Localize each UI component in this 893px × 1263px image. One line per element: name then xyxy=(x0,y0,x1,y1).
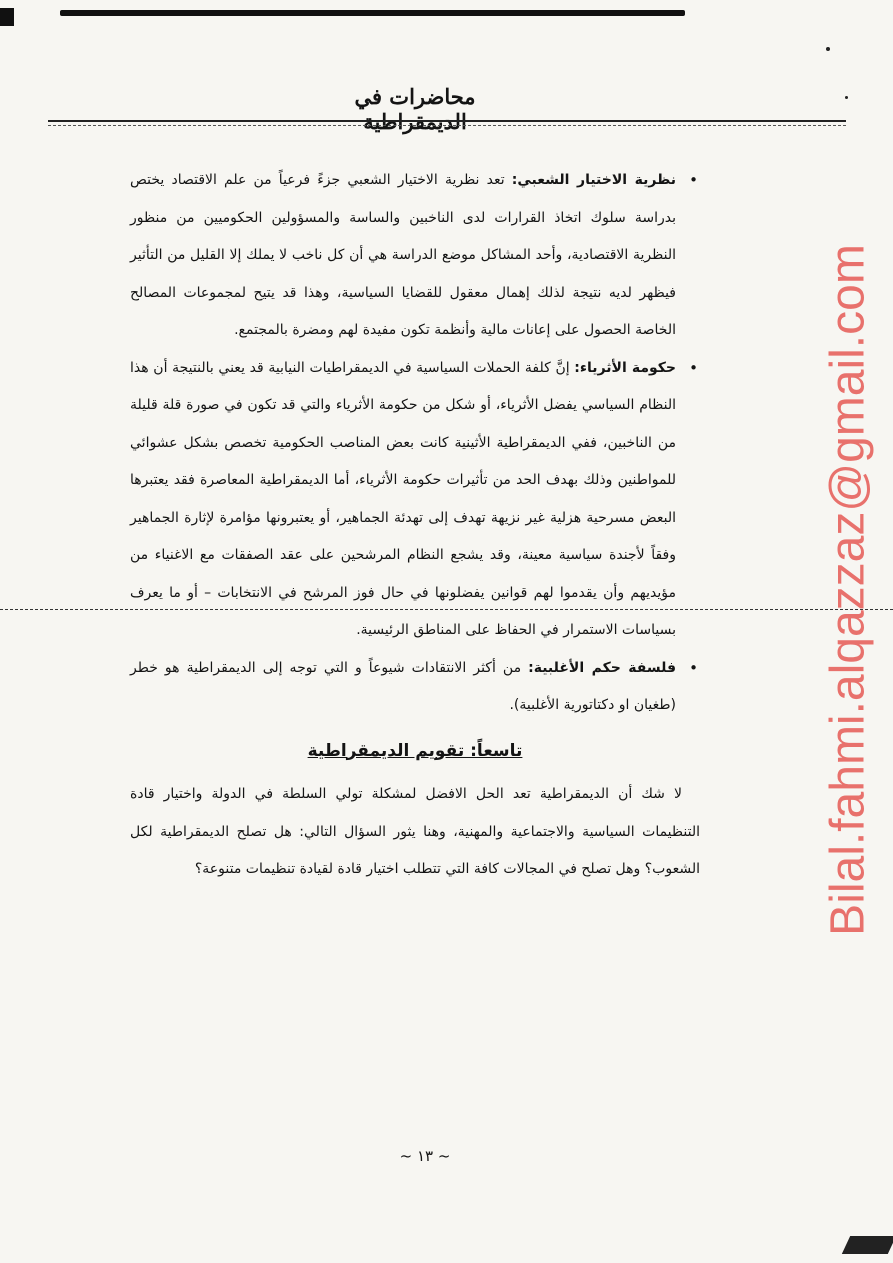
page-number: ~ ١٣ ~ xyxy=(399,1147,451,1165)
section-heading: تاسعاً: تقويم الديمقراطية xyxy=(307,740,523,761)
scan-speck xyxy=(826,47,830,51)
bullet-term: حكومة الأثرياء: xyxy=(574,359,677,376)
email-watermark: Bilal.fahmi.alqazzaz@gmail.com xyxy=(821,244,875,936)
scan-speck xyxy=(845,96,848,99)
header-rule xyxy=(48,120,846,122)
bullet-item xyxy=(130,162,700,350)
bullet-item xyxy=(130,350,700,650)
scan-corner-mark xyxy=(0,8,14,26)
bullet-text: تعد نظرية الاختيار الشعبي جزءً فرعياً من علم الاقتصاد يختص بدراسة سلوك اتخاذ القرارات لدى الناخبين والساسة والمسؤولين الحكوميين من منظور النظرية الاقتصادية، وأحد المشاكل موضع الدراسة هي أن كل ناخب لا يملك إلا القليل من التأثير فيظهر لديه نتيجة لذلك إهمال معقول للقضايا السياسية، وهذا قد يتيح لمجموعات المصالح الخاصة الحصول على إعانات مالية وأنظمة تكون مفيدة لهم ومضرة بالمجتمع. xyxy=(130,172,676,338)
document-body xyxy=(130,162,700,889)
section-paragraph: لا شك أن الديمقراطية تعد الحل الافضل لمشكلة تولي السلطة في الدولة واختيار قادة التنظيمات السياسية والاجتماعية والمهنية، وهنا يثور السؤال التالي: هل تصلح الديمقراطية لكل الشعوب؟ وهل تصلح في المجالات كافة التي تتطلب اختيار قادة لقيادة تنظيمات متنوعة؟ xyxy=(130,786,700,877)
top-border-bar xyxy=(60,10,685,16)
bullet-text: إنَّ كلفة الحملات السياسية في الديمقراطيات النيابية قد يعني بالنتيجة أن هذا النظام السياسي يفضل الأثرياء، أو شكل من حكومة الأثرياء والتي قد تكون في صورة قلة قليلة من الناخبين، ففي الديمقراطية الأثينية كانت بعض المناصب الحكومية تخصص بشكل عشوائي للمواطنين وذلك بهدف الحد من تأثيرات حكومة الأثرياء، أما الديمقراطية المعاصرة فقد يعتبرها البعض مسرحية هزلية غير نزيهة تهدف إلى تهدئة الجماهير، أو يعتبرونها مؤامرة لإثارة الجماهير وفقاً لأجندة سياسية معينة، وقد يشجع النظام المرشحين على عقد الصفقات مع الاغنياء من مؤيديهم وأن يقدموا لهم قوانين يفضلونها في حال فوز المرشح في الانتخابات – أو ما يعرف بسياسات الاستمرار في الحفاظ على المناطق الرئيسية. xyxy=(130,359,676,638)
bullet-item xyxy=(130,650,700,725)
bullet-text: من أكثر الانتقادات شيوعاً و التي توجه إلى الديمقراطية هو خطر (طغيان او دكتاتورية الأغلبية). xyxy=(130,659,676,713)
header-rule-dashed xyxy=(48,125,846,126)
page-header-title: محاضرات في الديمقراطية xyxy=(354,84,476,134)
bullet-term: نظرية الاختيار الشعبي: xyxy=(511,172,676,188)
scan-artifact-line xyxy=(0,609,893,610)
scan-corner-mark xyxy=(842,1236,893,1254)
bullet-term: فلسفة حكم الأغلبية: xyxy=(528,659,676,676)
